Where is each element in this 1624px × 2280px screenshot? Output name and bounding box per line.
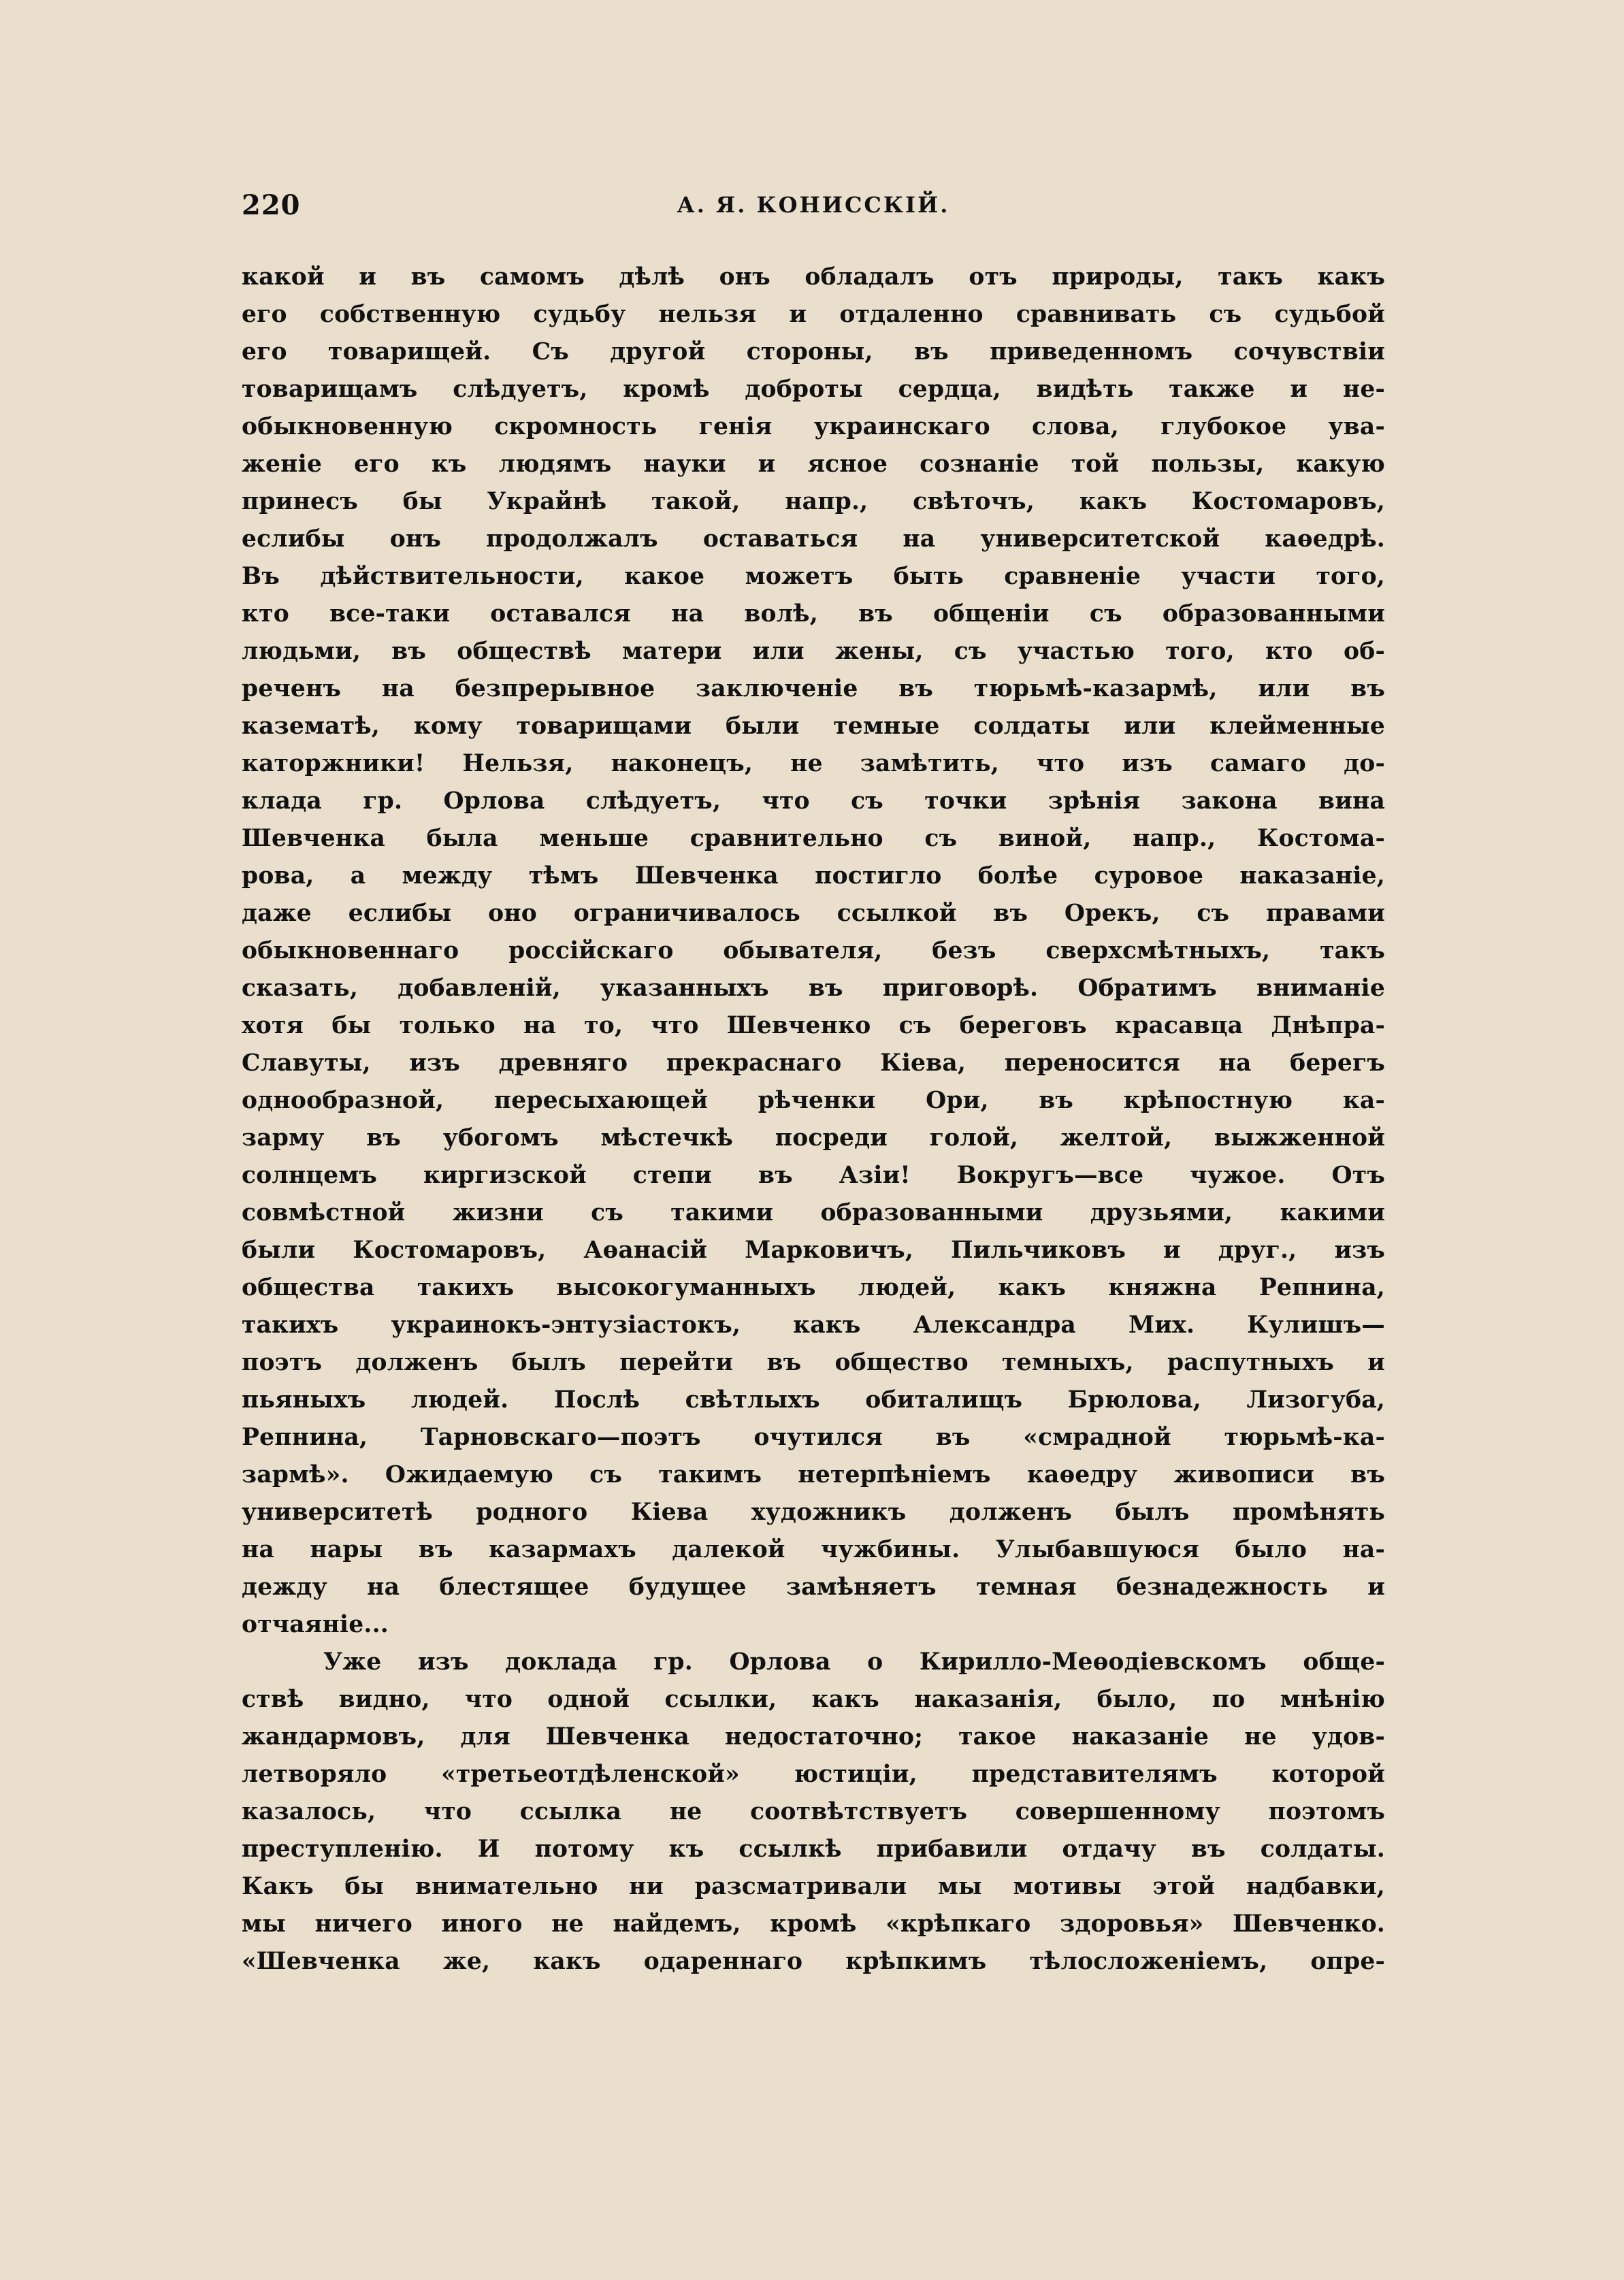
text-line: обыкновенную скромность генія украинскаго слова, глубокое ува- — [242, 413, 1385, 440]
text-line: общества такихъ высокогуманныхъ людей, какъ княжна Репнина, — [242, 1274, 1385, 1301]
text-line: рова, а между тѣмъ Шевченка постигло болѣе суровое наказаніе, — [242, 862, 1385, 890]
text-line: Какъ бы внимательно ни разсматривали мы мотивы этой надбавки, — [242, 1873, 1385, 1900]
text-line: зарму въ убогомъ мѣстечкѣ посреди голой, желтой, выжженной — [242, 1124, 1385, 1152]
running-head: А. Я. КОНИССКІЙ. — [677, 192, 950, 218]
text-line: обыкновеннаго россійскаго обывателя, безъ сверхсмѣтныхъ, такъ — [242, 937, 1385, 964]
text-line: солнцемъ киргизской степи въ Азіи! Вокругъ—все чужое. Отъ — [242, 1162, 1385, 1189]
body-text — [242, 259, 1385, 1981]
text-line: клада гр. Орлова слѣдуетъ, что съ точки зрѣнія закона вина — [242, 787, 1385, 815]
text-line: женіе его къ людямъ науки и ясное сознаніе той пользы, какую — [242, 451, 1385, 478]
text-line: какой и въ самомъ дѣлѣ онъ обладалъ отъ природы, такъ какъ — [242, 263, 1385, 291]
text-line: людьми, въ обществѣ матери или жены, съ участью того, кто об- — [242, 638, 1385, 665]
text-line: товарищамъ слѣдуетъ, кромѣ доброты сердца, видѣть также и не- — [242, 376, 1385, 403]
text-line: его товарищей. Съ другой стороны, въ приведенномъ сочувствіи — [242, 338, 1385, 365]
text-line: такихъ украинокъ-энтузіастокъ, какъ Александра Мих. Кулишъ— — [242, 1312, 1385, 1339]
text-line: на нары въ казармахъ далекой чужбины. Улыбавшуюся было на- — [242, 1536, 1385, 1563]
text-line: пьяныхъ людей. Послѣ свѣтлыхъ обиталищъ Брюлова, Лизогуба, — [242, 1386, 1385, 1414]
text-line: хотя бы только на то, что Шевченко съ береговъ красавца Днѣпра- — [242, 1012, 1385, 1039]
page-header — [242, 184, 1385, 225]
text-line: поэтъ долженъ былъ перейти въ общество темныхъ, распутныхъ и — [242, 1349, 1385, 1376]
text-line: однообразной, пересыхающей рѣченки Ори, въ крѣпостную ка- — [242, 1087, 1385, 1114]
text-line: реченъ на безпрерывное заключеніе въ тюрьмѣ-казармѣ, или въ — [242, 675, 1385, 702]
text-line: ствѣ видно, что одной ссылки, какъ наказанія, было, по мнѣнію — [242, 1686, 1385, 1713]
text-line: каторжники! Нельзя, наконецъ, не замѣтить, что изъ самаго до- — [242, 750, 1385, 777]
text-line: даже еслибы оно ограничивалось ссылкой въ Орекъ, съ правами — [242, 900, 1385, 927]
text-line: жандармовъ, для Шевченка недостаточно; такое наказаніе не удов- — [242, 1723, 1385, 1750]
text-line: Славуты, изъ древняго прекраснаго Кіева, переносится на берегъ — [242, 1049, 1385, 1077]
text-line-paragraph-start: Уже изъ доклада гр. Орлова о Кирилло-Меѳодіевскомъ обще- — [323, 1648, 1385, 1676]
text-line: принесъ бы Украйнѣ такой, напр., свѣточъ, какъ Костомаровъ, — [242, 488, 1385, 515]
text-line: Въ дѣйствительности, какое можетъ быть сравненіе участи того, — [242, 563, 1385, 590]
text-line: еслибы онъ продолжалъ оставаться на университетской каѳедрѣ. — [242, 525, 1385, 553]
text-line: дежду на блестящее будущее замѣняетъ темная безнадежность и — [242, 1574, 1385, 1601]
text-line: преступленію. И потому къ ссылкѣ прибавили отдачу въ солдаты. — [242, 1836, 1385, 1863]
text-line: мы ничего иного не найдемъ, кромѣ «крѣпкаго здоровья» Шевченко. — [242, 1910, 1385, 1938]
text-line: совмѣстной жизни съ такими образованными друзьями, какими — [242, 1199, 1385, 1226]
text-line: Репнина, Тарновскаго—поэтъ очутился въ «смрадной тюрьмѣ-ка- — [242, 1424, 1385, 1451]
text-line: сказать, добавленій, указанныхъ въ приговорѣ. Обратимъ вниманіе — [242, 975, 1385, 1002]
text-line: его собственную судьбу нельзя и отдаленно сравнивать съ судьбой — [242, 301, 1385, 328]
text-line: зармѣ». Ожидаемую съ такимъ нетерпѣніемъ каѳедру живописи въ — [242, 1461, 1385, 1488]
text-line: кто все-таки оставался на волѣ, въ общеніи съ образованными — [242, 600, 1385, 628]
text-line-paragraph-end: отчаяніе... — [242, 1611, 389, 1638]
text-line: летворяло «третьеотдѣленской» юстиціи, представителямъ которой — [242, 1761, 1385, 1788]
book-page — [242, 184, 1385, 2089]
text-line: Шевченка была меньше сравнительно съ виной, напр., Костома- — [242, 825, 1385, 852]
text-line: казематѣ, кому товарищами были темные солдаты или клейменные — [242, 713, 1385, 740]
text-line: казалось, что ссылка не соотвѣтствуетъ совершенному поэтомъ — [242, 1798, 1385, 1825]
text-line: были Костомаровъ, Аѳанасій Марковичъ, Пильчиковъ и друг., изъ — [242, 1237, 1385, 1264]
text-line: «Шевченка же, какъ одареннаго крѣпкимъ тѣлосложеніемъ, опре- — [242, 1948, 1385, 1975]
page-number: 220 — [242, 189, 301, 221]
text-line: университетѣ родного Кіева художникъ долженъ былъ промѣнять — [242, 1499, 1385, 1526]
